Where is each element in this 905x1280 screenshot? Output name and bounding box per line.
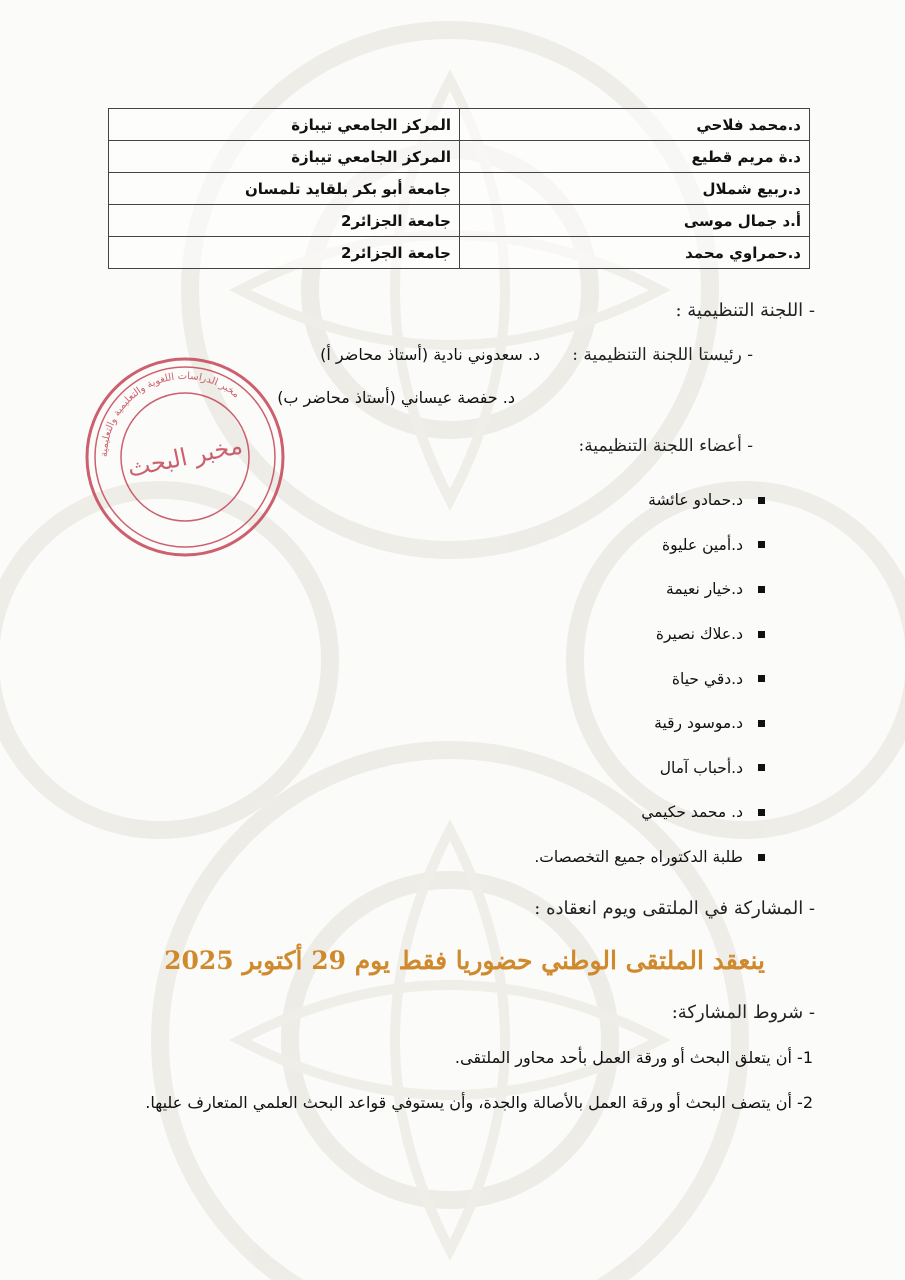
committee-member-name: د.ة مريم قطيع xyxy=(460,141,810,173)
member-name: د. محمد حكيمي xyxy=(641,803,743,822)
members-list xyxy=(534,478,765,879)
list-item xyxy=(534,523,765,568)
stamp-ring-text: مخبر الدراسات اللغوية والتعليمية والتعليمية xyxy=(98,370,242,458)
member-name: د.حمادو عائشة xyxy=(648,491,743,510)
committee-member-institution: المركز الجامعي تيبازة xyxy=(109,109,460,141)
event-date-headline: ينعقد الملتقى الوطني حضوريا فقط يوم 29 أكتوبر 2025 xyxy=(164,946,765,975)
committee-member-name: د.ربيع شملال xyxy=(460,173,810,205)
condition-1: 1- أن يتعلق البحث أو ورقة العمل بأحد محاور الملتقى. xyxy=(454,1048,813,1067)
member-name: د.خيار نعيمة xyxy=(666,580,743,599)
member-name: د.علاك نصيرة xyxy=(655,625,743,644)
list-item xyxy=(534,656,765,701)
square-bullet-icon xyxy=(758,720,765,727)
list-item xyxy=(534,746,765,791)
square-bullet-icon xyxy=(758,675,765,682)
committee-row xyxy=(109,109,810,141)
member-name: طلبة الدكتوراه جميع التخصصات. xyxy=(534,848,743,867)
chair-1: د. سعدوني نادية (أستاذ محاضر أ) xyxy=(320,345,541,364)
chairs-row xyxy=(320,345,753,365)
conditions-title: - شروط المشاركة: xyxy=(671,1002,815,1023)
committee-member-name: د.حمراوي محمد xyxy=(460,237,810,269)
committee-member-institution: المركز الجامعي تيبازة xyxy=(109,141,460,173)
list-item xyxy=(534,835,765,880)
committee-member-name: د.محمد فلاحي xyxy=(460,109,810,141)
committee-member-institution: جامعة أبو بكر بلقايد تلمسان xyxy=(109,173,460,205)
square-bullet-icon xyxy=(758,764,765,771)
square-bullet-icon xyxy=(758,631,765,638)
square-bullet-icon xyxy=(758,854,765,861)
members-label: - أعضاء اللجنة التنظيمية: xyxy=(578,436,753,456)
committee-member-institution: جامعة الجزائر2 xyxy=(109,205,460,237)
organizing-committee-title: - اللجنة التنظيمية : xyxy=(675,300,815,321)
member-name: د.أحباب آمال xyxy=(659,758,743,777)
square-bullet-icon xyxy=(758,497,765,504)
condition-2: 2- أن يتصف البحث أو ورقة العمل بالأصالة والجدة، وأن يستوفي قواعد البحث العلمي المتعارف عليها. xyxy=(145,1093,813,1112)
list-item xyxy=(534,478,765,523)
scientific-committee-table xyxy=(108,108,810,269)
member-name: د.موسود رقية xyxy=(654,714,743,733)
stamp-center-text: مخبر البحث xyxy=(124,431,246,483)
committee-member-institution: جامعة الجزائر2 xyxy=(109,237,460,269)
committee-row xyxy=(109,237,810,269)
list-item xyxy=(534,701,765,746)
chairs-label: - رئيستا اللجنة التنظيمية : xyxy=(572,345,753,365)
participation-title: - المشاركة في الملتقى ويوم انعقاده : xyxy=(534,898,815,919)
square-bullet-icon xyxy=(758,541,765,548)
committee-row xyxy=(109,141,810,173)
committee-row xyxy=(109,205,810,237)
member-name: د.أمين عليوة xyxy=(661,535,743,554)
laboratory-stamp xyxy=(80,352,290,562)
committee-row xyxy=(109,173,810,205)
square-bullet-icon xyxy=(758,809,765,816)
chair-2: د. حفصة عيساني (أستاذ محاضر ب) xyxy=(277,388,515,407)
member-name: د.دقي حياة xyxy=(671,669,743,688)
list-item xyxy=(534,612,765,657)
square-bullet-icon xyxy=(758,586,765,593)
list-item xyxy=(534,567,765,612)
list-item xyxy=(534,790,765,835)
committee-member-name: أ.د جمال موسى xyxy=(460,205,810,237)
